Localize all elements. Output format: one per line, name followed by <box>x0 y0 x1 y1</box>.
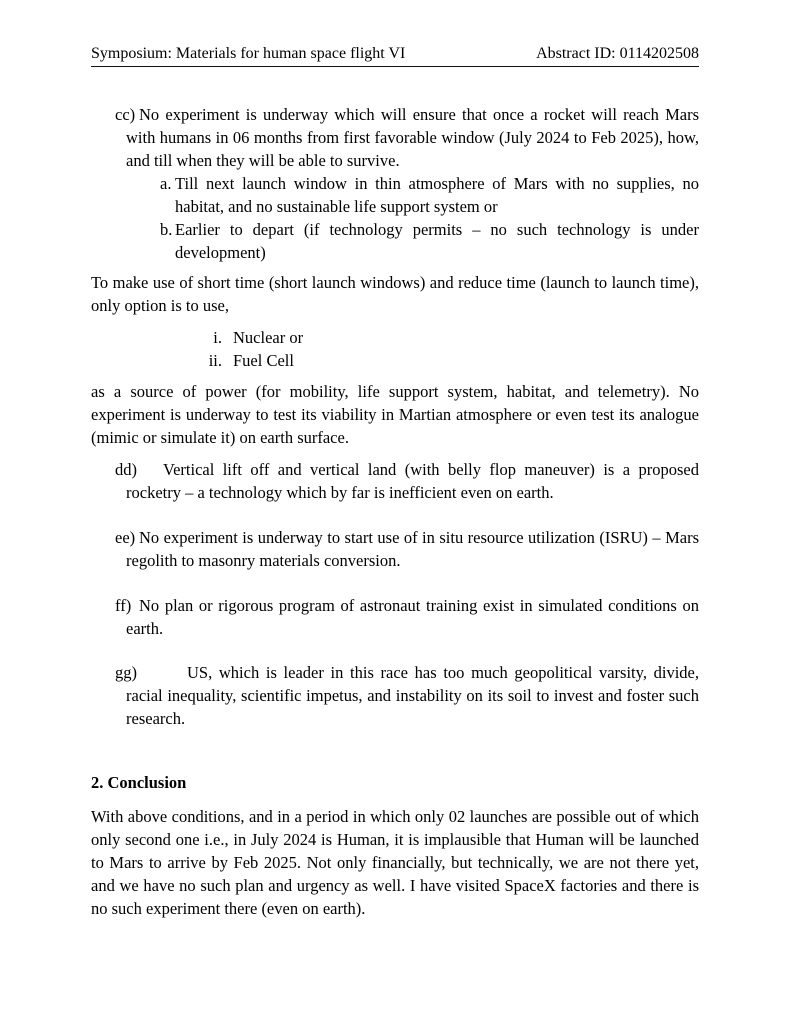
list-marker-dd: dd) <box>115 460 137 479</box>
roman-list-text-ii: Fuel Cell <box>233 351 294 370</box>
roman-list-item-ii <box>91 349 699 372</box>
document-body <box>91 103 699 920</box>
list-item-ee <box>91 526 699 572</box>
list-marker-ee: ee) <box>115 528 136 547</box>
paragraph-short-time: To make use of short time (short launch windows) and reduce time (launch to launch time), only option is to use, <box>91 273 699 315</box>
list-text-ee: No experiment is underway to start use of in situ resource utilization (ISRU) – Mars regolith to masonry materials conversion. <box>126 528 699 570</box>
paragraph-power-source: as a source of power (for mobility, life support system, habitat, and telemetry). No experiment is underway to test its viability in Martian atmosphere or even test its analogue (mimic or simulate it) on earth surface. <box>91 382 699 447</box>
list-item-dd <box>91 458 699 504</box>
roman-list-text-i: Nuclear or <box>233 328 304 347</box>
list-marker-cc: cc) <box>115 105 136 124</box>
roman-list-marker-ii: ii. <box>208 351 222 370</box>
conclusion-heading: 2. Conclusion <box>91 773 187 792</box>
list-marker-ff: ff) <box>115 596 132 615</box>
sub-list-item-a <box>91 172 699 218</box>
list-text-dd: Vertical lift off and vertical land (with belly flop maneuver) is a proposed rocketry – a technology which by far is inefficient even on earth. <box>126 460 699 502</box>
list-text-gg: US, which is leader in this race has too much geopolitical varsity, divide, racial inequality, scientific impetus, and instability on its soil to invest and foster such research. <box>126 663 699 728</box>
roman-list-marker-i: i. <box>213 328 222 347</box>
list-text-ff: No plan or rigorous program of astronaut training exist in simulated conditions on earth. <box>126 596 699 638</box>
list-item-cc <box>91 103 699 172</box>
header-symposium-title: Symposium: Materials for human space flight VI <box>91 45 406 62</box>
sub-list-item-b <box>91 218 699 264</box>
list-item-ff <box>91 594 699 640</box>
list-item-gg <box>91 661 699 730</box>
header-abstract-id: Abstract ID: 0114202508 <box>536 45 699 62</box>
sub-list-text-a: Till next launch window in thin atmosphere of Mars with no supplies, no habitat, and no sustainable life support system or <box>175 174 699 216</box>
sub-list-marker-a: a. <box>160 174 172 193</box>
sub-list-text-b: Earlier to depart (if technology permits – no such technology is under development) <box>175 220 699 262</box>
page-header <box>91 44 699 67</box>
list-marker-gg: gg) <box>115 663 137 682</box>
conclusion-paragraph: With above conditions, and in a period in which only 02 launches are possible out of which only second one i.e., in July 2024 is Human, it is implausible that Human will be launched to Mars to arrive by Feb 2025. Not only financially, but technically, we are not there yet, and we have no such plan and urgency as well. I have visited SpaceX factories and there is no such experiment there (even on earth). <box>91 807 699 918</box>
roman-list-item-i <box>91 326 699 349</box>
list-text-cc: No experiment is underway which will ensure that once a rocket will reach Mars with humans in 06 months from first favorable window (July 2024 to Feb 2025), how, and till when they will be able to survive. <box>126 105 699 170</box>
roman-list <box>91 326 699 372</box>
sub-list-marker-b: b. <box>160 220 173 239</box>
